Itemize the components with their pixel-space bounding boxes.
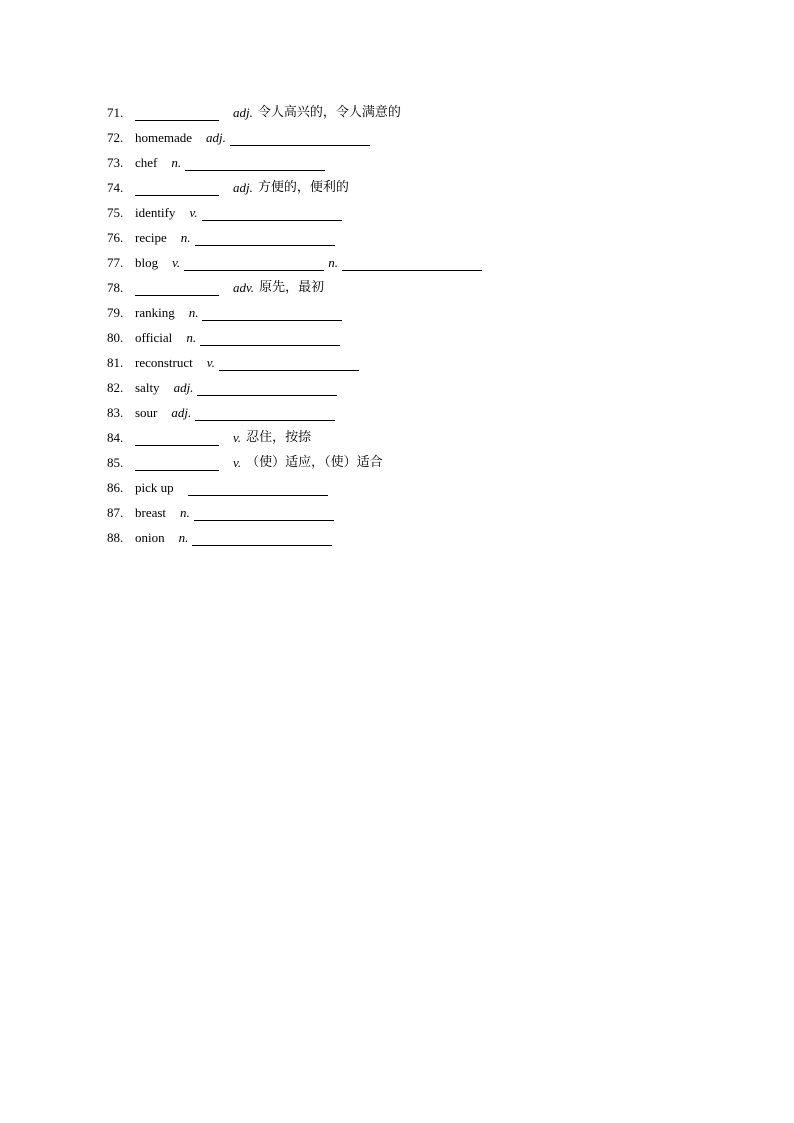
answer-blank[interactable] (194, 505, 334, 521)
part-of-speech: n. (180, 505, 190, 520)
vocab-item-84 (107, 425, 707, 450)
english-word: recipe (135, 230, 167, 245)
answer-blank[interactable] (230, 130, 370, 146)
item-number: 77. (107, 255, 124, 270)
answer-blank[interactable] (135, 180, 219, 196)
answer-blank[interactable] (202, 305, 342, 321)
item-number: 87. (107, 505, 124, 520)
part-of-speech-noun: n. (328, 255, 338, 270)
english-word: sour (135, 405, 158, 420)
part-of-speech: adv. (233, 280, 255, 295)
vocab-item-74 (107, 175, 707, 200)
part-of-speech: n. (171, 155, 182, 170)
item-number: 75. (107, 205, 124, 220)
answer-blank[interactable] (192, 530, 332, 546)
chinese-meaning: 令人高兴的，令人满意的 (257, 105, 401, 120)
part-of-speech: v. (172, 255, 181, 270)
vocab-item-85 (107, 450, 707, 475)
part-of-speech: adj. (233, 105, 253, 120)
item-number: 83. (107, 405, 124, 420)
vocabulary-list (107, 100, 707, 550)
english-word: salty (135, 380, 160, 395)
answer-blank[interactable] (188, 480, 328, 496)
vocab-item-86 (107, 475, 707, 500)
part-of-speech: n. (186, 330, 197, 345)
part-of-speech: v. (233, 455, 242, 470)
vocab-item-82 (107, 375, 707, 400)
vocab-item-72 (107, 125, 707, 150)
vocab-item-76 (107, 225, 707, 250)
english-word: onion (135, 530, 165, 545)
answer-blank[interactable] (135, 455, 219, 471)
part-of-speech: v. (206, 355, 215, 370)
vocab-item-77 (107, 250, 707, 275)
item-number: 82. (107, 380, 124, 395)
english-phrase: pick up (135, 480, 174, 495)
english-word: reconstruct (135, 355, 193, 370)
chinese-meaning: 忍住，按捺 (246, 430, 312, 445)
answer-blank[interactable] (195, 405, 335, 421)
english-word: chef (135, 155, 158, 170)
part-of-speech: adj. (233, 180, 253, 195)
answer-blank[interactable] (202, 205, 342, 221)
part-of-speech: adj. (171, 405, 192, 420)
item-number: 73. (107, 155, 124, 170)
item-number: 86. (107, 480, 124, 495)
answer-blank-verb[interactable] (184, 255, 324, 271)
english-word: identify (135, 205, 176, 220)
item-number: 78. (107, 280, 124, 295)
part-of-speech: adj. (206, 130, 226, 145)
english-word: homemade (135, 130, 193, 145)
item-number: 81. (107, 355, 124, 370)
item-number: 76. (107, 230, 124, 245)
vocab-item-80 (107, 325, 707, 350)
chinese-meaning: 原先，最初 (259, 280, 325, 295)
vocab-item-71 (107, 100, 707, 125)
english-word: blog (135, 255, 159, 270)
item-number: 85. (107, 455, 124, 470)
part-of-speech: n. (178, 530, 189, 545)
answer-blank[interactable] (135, 105, 219, 121)
item-number: 80. (107, 330, 124, 345)
vocab-item-88 (107, 525, 707, 550)
vocab-item-79 (107, 300, 707, 325)
answer-blank[interactable] (197, 380, 337, 396)
chinese-meaning: （使）适应，（使）适合 (246, 455, 383, 470)
english-word: official (135, 330, 173, 345)
item-number: 74. (107, 180, 124, 195)
part-of-speech: v. (233, 430, 242, 445)
english-word: breast (135, 505, 167, 520)
answer-blank[interactable] (185, 155, 325, 171)
english-word: ranking (135, 305, 175, 320)
vocab-item-78 (107, 275, 707, 300)
item-number: 71. (107, 105, 124, 120)
answer-blank[interactable] (219, 355, 359, 371)
item-number: 84. (107, 430, 124, 445)
answer-blank[interactable] (200, 330, 340, 346)
vocab-item-87 (107, 500, 707, 525)
item-number: 79. (107, 305, 124, 320)
part-of-speech: v. (189, 205, 198, 220)
item-number: 72. (107, 130, 124, 145)
answer-blank-noun[interactable] (342, 255, 482, 271)
chinese-meaning: 方便的，便利的 (257, 180, 349, 195)
vocab-item-83 (107, 400, 707, 425)
part-of-speech: adj. (173, 380, 194, 395)
vocab-item-75 (107, 200, 707, 225)
answer-blank[interactable] (135, 280, 219, 296)
vocab-item-81 (107, 350, 707, 375)
item-number: 88. (107, 530, 124, 545)
part-of-speech: n. (180, 230, 191, 245)
vocab-item-73 (107, 150, 707, 175)
answer-blank[interactable] (135, 430, 219, 446)
answer-blank[interactable] (195, 230, 335, 246)
part-of-speech: n. (188, 305, 199, 320)
